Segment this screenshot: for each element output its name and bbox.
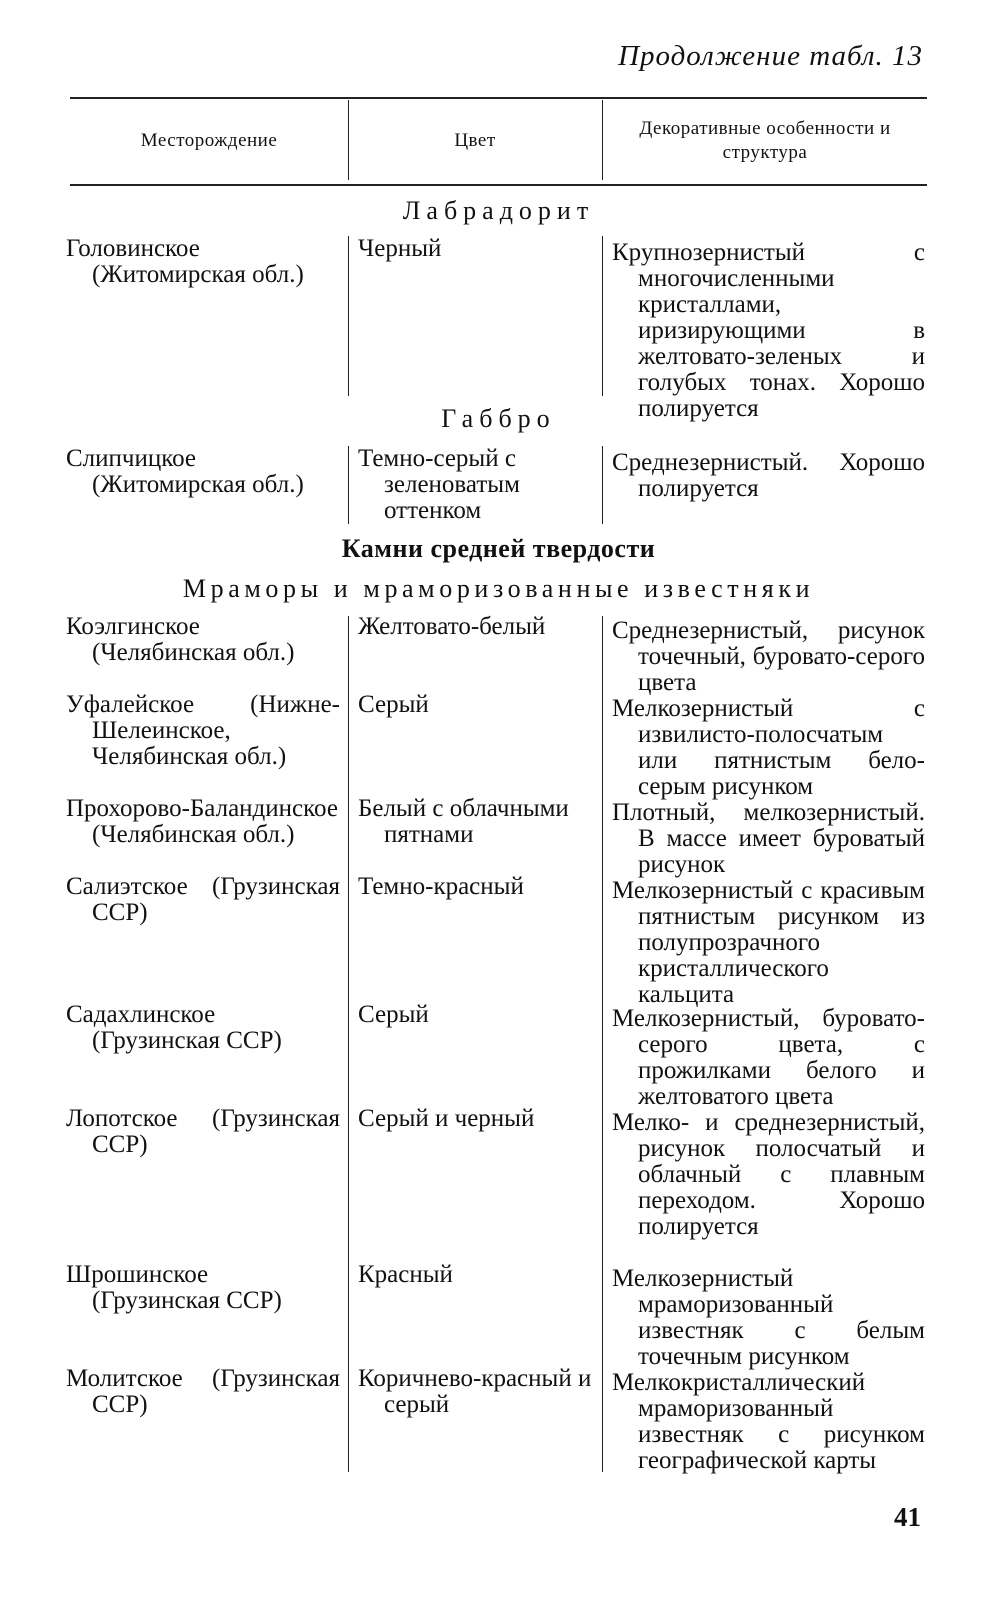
column-divider <box>348 236 349 396</box>
deposit-cell: Уфалейское (Нижне-Шелеинское, Челябинская обл.) <box>66 691 340 770</box>
features-cell: Среднезернистый, рисунок точечный, буровато-серого цвета <box>612 617 925 696</box>
column-header-deposit: Месторождение <box>140 130 278 151</box>
color-cell: Коричнево-красный и серый <box>358 1365 592 1418</box>
section-title-medium-hardness: Камни средней твердости <box>341 534 656 563</box>
section-title-gabbro: Габбро <box>441 404 556 433</box>
deposit-cell: Шрошинское (Грузинская ССР) <box>66 1261 282 1314</box>
table-continuation-caption: Продолжение табл. 13 <box>618 40 923 72</box>
color-cell: Серый <box>358 1001 429 1028</box>
deposit-cell: Молитское (Грузинская ССР) <box>66 1365 340 1418</box>
column-header-features: Декоративные особенности и структура <box>639 118 891 163</box>
features-cell: Мелкозернистый с красивым пятнистым рисунком из полупрозрачного кристаллического кальцита <box>612 877 925 1008</box>
column-divider <box>348 446 349 524</box>
color-cell: Черный <box>358 235 442 262</box>
features-cell: Мелкокристаллический мраморизованный известняк с рисунком географической карты <box>612 1369 925 1474</box>
features-cell: Мелкозернистый, буровато-серого цвета, с прожилками белого и желтоватого цвета <box>612 1005 925 1110</box>
deposit-cell: Слипчицкое (Житомирская обл.) <box>66 445 304 498</box>
features-cell: Мелкозернистый с извилисто-полосчатым или пятнистым бело-серым рисунком <box>612 695 925 800</box>
deposit-cell: Прохорово-Баландинское (Челябинская обл.) <box>66 795 338 848</box>
color-cell: Темно-серый с зеленоватым оттенком <box>358 445 520 524</box>
deposit-cell: Салиэтское (Грузинская ССР) <box>66 873 340 926</box>
features-cell: Мелко- и среднезернистый, рисунок полосчатый и облачный с плавным переходом. Хорошо полируется <box>612 1109 925 1240</box>
table-header-rule <box>70 184 927 186</box>
column-divider <box>348 100 349 180</box>
section-title-labradorite: Лабрадорит <box>402 196 595 225</box>
color-cell: Серый и черный <box>358 1105 535 1132</box>
features-cell: Мелкозернистый мраморизованный известняк с белым точечным рисунком <box>612 1265 925 1370</box>
deposit-cell: Лопотское (Грузинская ССР) <box>66 1105 340 1158</box>
section-title-marbles: Мраморы и мраморизованные известняки <box>182 574 815 603</box>
column-divider <box>602 236 603 396</box>
column-divider <box>602 100 603 180</box>
deposit-cell: Головинское (Житомирская обл.) <box>66 235 304 288</box>
features-cell: Плотный, мелкозернистый. В массе имеет буроватый рисунок <box>612 799 925 878</box>
color-cell: Красный <box>358 1261 453 1288</box>
column-divider <box>348 616 349 1472</box>
color-cell: Темно-красный <box>358 873 524 900</box>
color-cell: Белый с облачными пятнами <box>358 795 569 848</box>
column-divider <box>602 446 603 524</box>
features-cell: Среднезернистый. Хорошо полируется <box>612 449 925 502</box>
column-divider <box>602 616 603 1472</box>
color-cell: Серый <box>358 691 429 718</box>
features-cell: Крупнозернистый с многочисленными кристаллами, иризирующими в желтовато-зеленых и голубых тонах. Хорошо полируется <box>612 239 925 422</box>
column-header-color: Цвет <box>454 130 496 151</box>
page-number: 41 <box>894 1502 921 1532</box>
deposit-cell: Коэлгинское (Челябинская обл.) <box>66 613 295 666</box>
deposit-cell: Садахлинское (Грузинская ССР) <box>66 1001 282 1054</box>
color-cell: Желтовато-белый <box>358 613 546 640</box>
